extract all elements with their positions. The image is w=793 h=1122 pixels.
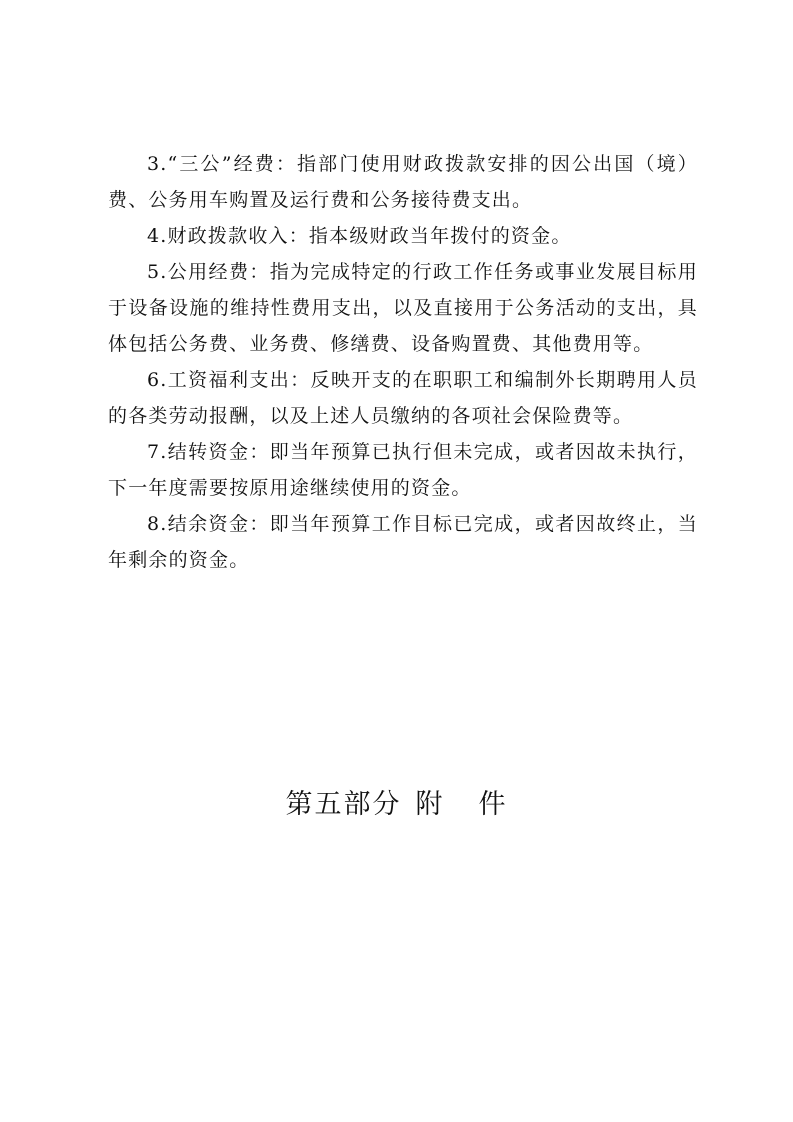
definition-number: 3. [147, 153, 168, 175]
definition-item [108, 434, 698, 506]
definition-item [108, 254, 698, 362]
definition-item [108, 146, 698, 218]
section-title-char-2: 件 [478, 789, 508, 820]
definition-text: 财政拨款收入：指本级财政当年拨付的资金。 [167, 225, 572, 247]
section-heading [0, 782, 793, 821]
definition-item [108, 362, 698, 434]
definition-number: 4. [147, 225, 168, 247]
definition-text: 工资福利支出：反映开支的在职职工和编制外长期聘用人员的各类劳动报酬，以及上述人员缴纳的各项社会保险费等。 [108, 369, 698, 427]
definition-number: 8. [147, 513, 168, 535]
definition-text: 结余资金：即当年预算工作目标已完成，或者因故终止，当年剩余的资金。 [108, 513, 698, 571]
definition-number: 6. [147, 369, 168, 391]
definition-text: 结转资金：即当年预算已执行但未完成，或者因故未执行，下一年度需要按原用途继续使用的资金。 [108, 441, 698, 499]
definition-number: 7. [147, 441, 168, 463]
definition-text: “三公”经费：指部门使用财政拨款安排的因公出国（境）费、公务用车购置及运行费和公务接待费支出。 [108, 153, 698, 211]
section-part-label: 第五部分 [285, 789, 402, 820]
definition-item [108, 218, 698, 254]
definition-text: 公用经费：指为完成特定的行政工作任务或事业发展目标用于设备设施的维持性费用支出，以及直接用于公务活动的支出，具体包括公务费、业务费、修缮费、设备购置费、其他费用等。 [108, 261, 698, 355]
definition-item [108, 506, 698, 578]
section-title-char-1: 附 [415, 789, 445, 820]
definitions-list [108, 146, 698, 578]
definition-number: 5. [147, 261, 168, 283]
